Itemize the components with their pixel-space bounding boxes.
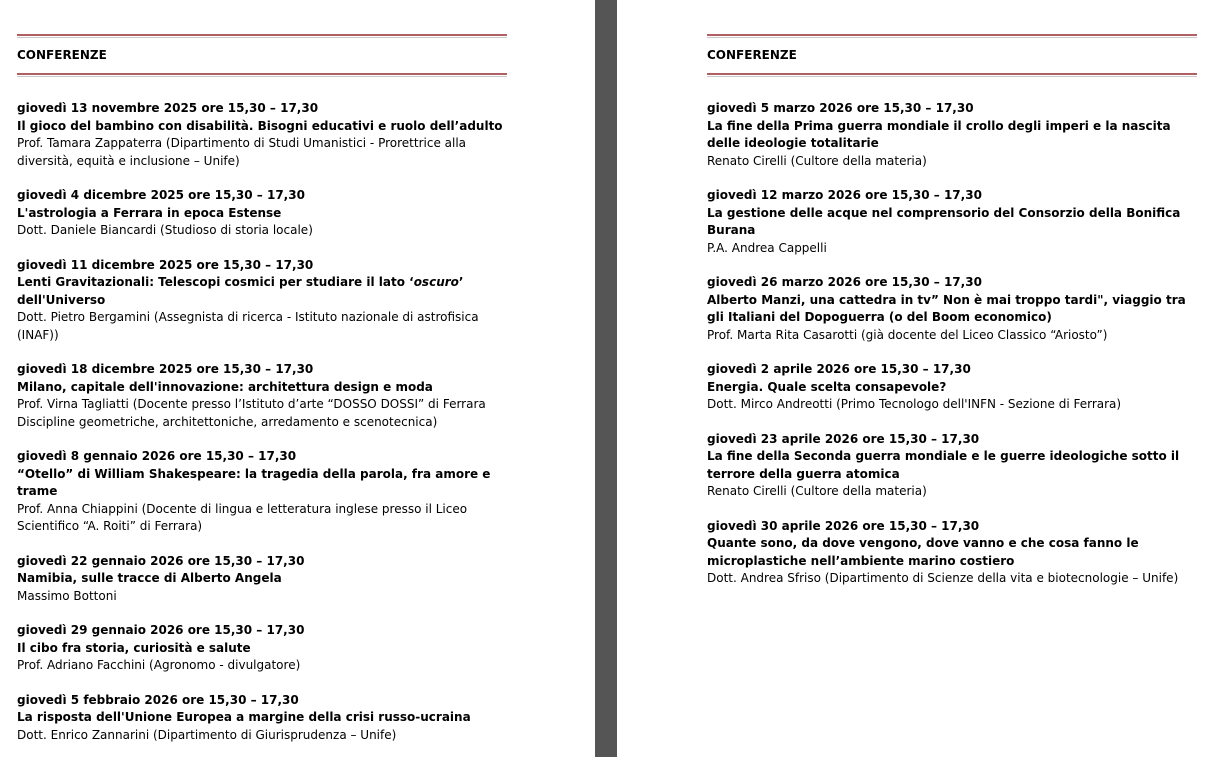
event-title-part: Lenti Gravitazionali: Telescopi cosmici per studiare il lato ‘: [17, 275, 414, 289]
event-date: giovedì 11 dicembre 2025 ore 15,30 – 17,30: [17, 257, 314, 272]
event-date: giovedì 5 marzo 2026 ore 15,30 – 17,30: [707, 101, 974, 115]
event-item: [17, 361, 507, 431]
event-title-part: ’ dell'Universo: [17, 275, 464, 307]
event-speaker: Prof. Adriano Facchini (Agronomo - divulgatore): [17, 658, 301, 672]
event-title: “Otello” di William Shakespeare: la tragedia della parola, fra amore e trame: [17, 466, 491, 498]
event-item: [707, 361, 1197, 414]
heading-rule-bottom: [17, 73, 507, 77]
event-date: giovedì 29 gennaio 2026 ore 15,30 – 17,30: [17, 623, 305, 637]
event-speaker: Dott. Enrico Zannarini (Dipartimento di Giurisprudenza – Unife): [17, 727, 397, 742]
event-title: [17, 274, 507, 309]
event-date: giovedì 8 gennaio 2026 ore 15,30 – 17,30: [17, 449, 297, 463]
event-date: giovedì 22 gennaio 2026 ore 15,30 – 17,30: [17, 553, 305, 568]
event-title: L'astrologia a Ferrara in epoca Estense: [17, 205, 282, 220]
event-speaker: Prof. Anna Chiappini (Docente di lingua e letteratura inglese presso il Liceo Scientifico “A. Roiti” di Ferrara): [17, 501, 468, 533]
event-item: [17, 257, 507, 345]
event-speaker: P.A. Andrea Cappelli: [707, 240, 827, 255]
event-speaker: Massimo Bottoni: [17, 588, 117, 603]
event-item: [707, 431, 1197, 501]
event-item: [17, 448, 507, 536]
event-title: La fine della Prima guerra mondiale il crollo degli imperi e la nascita delle ideologie totalitarie: [707, 118, 1171, 150]
event-speaker: Prof. Marta Rita Casarotti (già docente del Liceo Classico “Ariosto”): [707, 327, 1108, 342]
event-date: giovedì 30 aprile 2026 ore 15,30 – 17,30: [707, 518, 980, 533]
event-speaker: Dott. Pietro Bergamini (Assegnista di ricerca - Istituto nazionale di astrofisica (INAF)): [17, 310, 479, 342]
event-item: [17, 692, 507, 745]
event-title: La risposta dell'Unione Europea a margine della crisi russo-ucraina: [17, 710, 471, 724]
page-right: [617, 0, 1225, 757]
event-title: Quante sono, da dove vengono, dove vanno e che cosa fanno le microplastiche nell’ambiente marino costiero: [707, 536, 1139, 568]
event-title: Milano, capitale dell'innovazione: architettura design e moda: [17, 379, 433, 394]
event-speaker: Renato Cirelli (Cultore della materia): [707, 484, 927, 498]
event-title: Il cibo fra storia, curiosità e salute: [17, 640, 251, 655]
event-speaker: Dott. Daniele Biancardi (Studioso di storia locale): [17, 223, 313, 237]
event-speaker: Prof. Tamara Zappaterra (Dipartimento di Studi Umanistici - Prorettrice alla diversità, equità e inclusione – Unife): [17, 136, 467, 168]
event-item: [17, 622, 507, 675]
right-column: [707, 34, 1197, 605]
event-date: giovedì 13 novembre 2025 ore 15,30 – 17,30: [17, 101, 319, 115]
event-speaker: Dott. Mirco Andreotti (Primo Tecnologo dell'INFN - Sezione di Ferrara): [707, 397, 1122, 411]
event-title: Energia. Quale scelta consapevole?: [707, 379, 947, 394]
event-speaker: Renato Cirelli (Cultore della materia): [707, 153, 927, 168]
page-left: [0, 0, 595, 757]
event-title: La fine della Seconda guerra mondiale e le guerre ideologiche sotto il terrore della guerra atomica: [707, 449, 1180, 481]
event-date: giovedì 2 aprile 2026 ore 15,30 – 17,30: [707, 362, 971, 376]
event-list: [17, 100, 507, 744]
event-item: [707, 100, 1197, 170]
event-item: [17, 100, 507, 170]
event-date: giovedì 5 febbraio 2026 ore 15,30 – 17,30: [17, 692, 299, 707]
event-title-emphasis: oscuro: [413, 275, 459, 289]
section-heading: CONFERENZE: [17, 48, 107, 62]
page-gutter: [595, 0, 617, 757]
event-item: [17, 553, 507, 606]
event-date: giovedì 18 dicembre 2025 ore 15,30 – 17,30: [17, 362, 314, 376]
event-item: [17, 187, 507, 240]
section-heading: CONFERENZE: [707, 48, 797, 62]
event-date: giovedì 12 marzo 2026 ore 15,30 – 17,30: [707, 188, 982, 202]
event-item: [707, 187, 1197, 257]
event-list: [707, 100, 1197, 588]
event-date: giovedì 4 dicembre 2025 ore 15,30 – 17,30: [17, 188, 305, 202]
event-title: Il gioco del bambino con disabilità. Bisogni educativi e ruolo dell’adulto: [17, 118, 503, 133]
event-speaker: Dott. Andrea Sfriso (Dipartimento di Scienze della vita e biotecnologie – Unife): [707, 571, 1179, 585]
event-title: La gestione delle acque nel comprensorio del Consorzio della Bonifica Burana: [707, 205, 1181, 237]
heading-rule-bottom: [707, 73, 1197, 77]
event-title: Namibia, sulle tracce di Alberto Angela: [17, 571, 282, 585]
event-item: [707, 518, 1197, 588]
event-title: Alberto Manzi, una cattedra in tv” Non è mai troppo tardi", viaggio tra gli Italiani del Dopoguerra (o del Boom economico): [707, 292, 1186, 324]
event-date: giovedì 26 marzo 2026 ore 15,30 – 17,30: [707, 275, 982, 289]
event-item: [707, 274, 1197, 344]
left-column: [17, 34, 507, 761]
event-date: giovedì 23 aprile 2026 ore 15,30 – 17,30: [707, 431, 980, 446]
event-speaker: Prof. Virna Tagliatti (Docente presso l’Istituto d’arte “DOSSO DOSSI” di Ferrara Discipline geometriche, architettoniche, arredamento e scenotecnica): [17, 397, 486, 429]
